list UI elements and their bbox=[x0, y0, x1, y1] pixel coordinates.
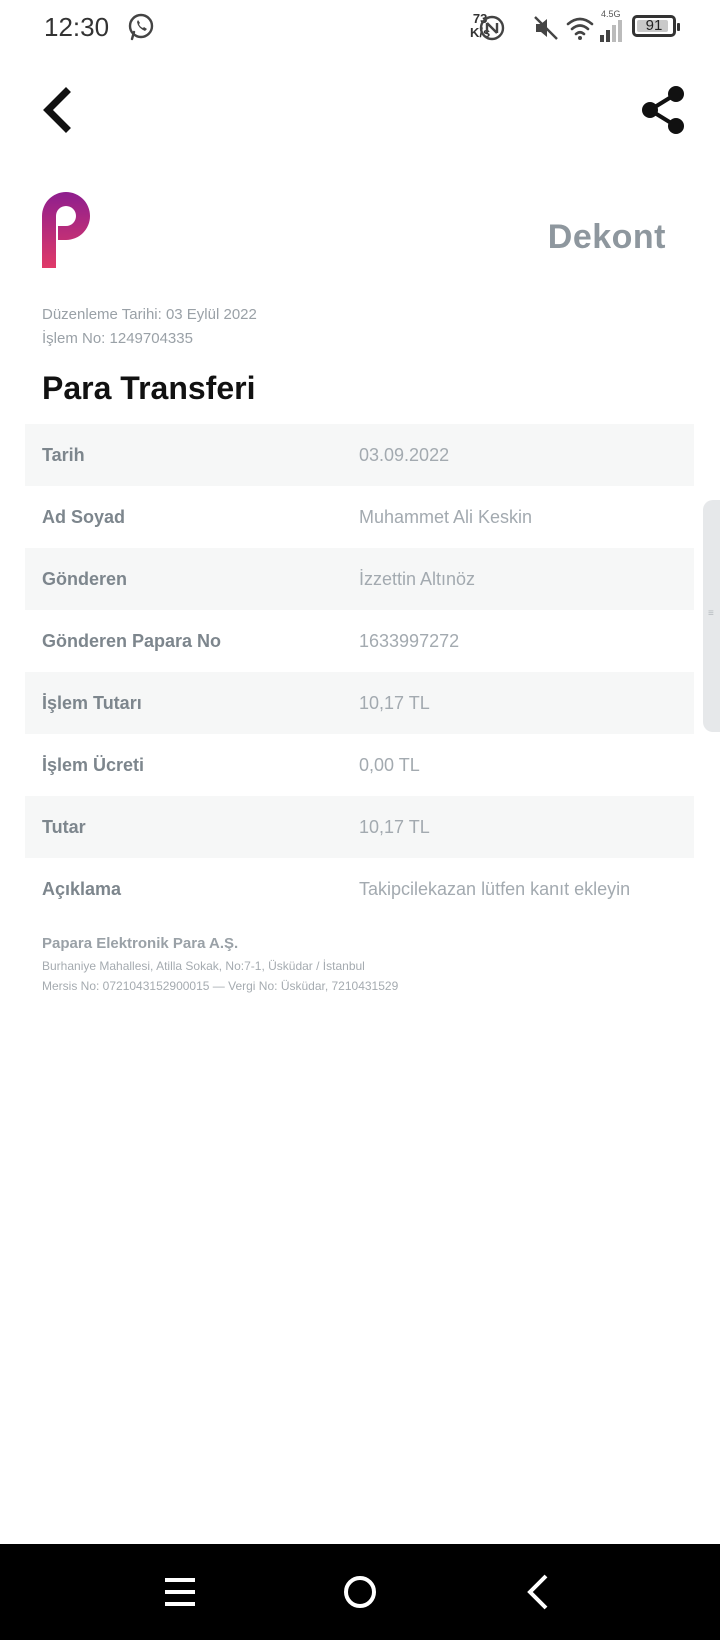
detail-row-sender bbox=[25, 548, 694, 610]
home-circle-icon[interactable] bbox=[312, 1544, 408, 1640]
signal-icon bbox=[598, 16, 626, 44]
company-footer bbox=[42, 935, 398, 996]
detail-value: 0,00 TL bbox=[359, 754, 420, 775]
back-button[interactable] bbox=[38, 86, 74, 134]
document-type-label: Dekont bbox=[547, 218, 666, 256]
detail-row-total bbox=[25, 796, 694, 858]
battery-indicator bbox=[632, 15, 676, 37]
wifi-icon bbox=[566, 14, 594, 42]
mute-icon bbox=[532, 14, 560, 42]
transaction-number: İşlem No: 1249704335 bbox=[42, 330, 193, 347]
nfc-off-icon bbox=[478, 14, 506, 42]
back-chevron-icon[interactable] bbox=[492, 1544, 588, 1640]
detail-label: Açıklama bbox=[42, 878, 122, 899]
system-nav-bar bbox=[0, 1544, 720, 1640]
detail-row-fee bbox=[25, 734, 694, 796]
receipt-details-table bbox=[25, 424, 694, 920]
detail-value: Muhammet Ali Keskin bbox=[359, 506, 533, 527]
network-type: 4.5G bbox=[601, 9, 621, 19]
detail-label: Tutar bbox=[42, 816, 86, 837]
status-time: 12:30 bbox=[44, 12, 110, 42]
menu-icon[interactable] bbox=[132, 1544, 228, 1640]
detail-label: Ad Soyad bbox=[42, 506, 126, 527]
detail-label: Gönderen Papara No bbox=[42, 630, 222, 651]
company-name: Papara Elektronik Para A.Ş. bbox=[42, 935, 239, 952]
network-speed: 73 K/s bbox=[470, 11, 491, 40]
detail-value: 10,17 TL bbox=[359, 816, 430, 837]
detail-label: Gönderen bbox=[42, 568, 128, 589]
detail-row-receiver bbox=[25, 486, 694, 548]
detail-label: İşlem Ücreti bbox=[42, 754, 145, 775]
status-bar bbox=[0, 0, 720, 54]
share-button[interactable] bbox=[638, 84, 688, 136]
grip-icon: ≡ bbox=[708, 608, 714, 619]
whatsapp-icon bbox=[126, 12, 156, 42]
battery-level: 91 bbox=[645, 17, 663, 34]
detail-row-transaction-amount bbox=[25, 672, 694, 734]
detail-label: İşlem Tutarı bbox=[42, 692, 142, 713]
detail-label: Tarih bbox=[42, 444, 85, 465]
detail-row-date bbox=[25, 424, 694, 486]
papara-logo bbox=[40, 190, 92, 268]
detail-row-description bbox=[25, 858, 694, 920]
edit-date: Düzenleme Tarihi: 03 Eylül 2022 bbox=[42, 306, 257, 323]
document-meta bbox=[42, 303, 257, 351]
detail-value: 1633997272 bbox=[359, 630, 460, 651]
detail-row-sender-papara-no bbox=[25, 610, 694, 672]
company-address: Burhaniye Mahallesi, Atilla Sokak, No:7-1, Üsküdar / İstanbul bbox=[42, 959, 365, 973]
detail-value: 10,17 TL bbox=[359, 692, 430, 713]
page-title: Para Transferi bbox=[42, 370, 256, 406]
company-registry: Mersis No: 0721043152900015 — Vergi No: Üsküdar, 7210431529 bbox=[42, 979, 399, 993]
scrollbar-handle[interactable] bbox=[703, 500, 720, 732]
detail-value: Takipcilekazan lütfen kanıt ekleyin bbox=[359, 878, 631, 899]
detail-value: İzzettin Altınöz bbox=[359, 568, 476, 589]
detail-value: 03.09.2022 bbox=[359, 444, 450, 465]
